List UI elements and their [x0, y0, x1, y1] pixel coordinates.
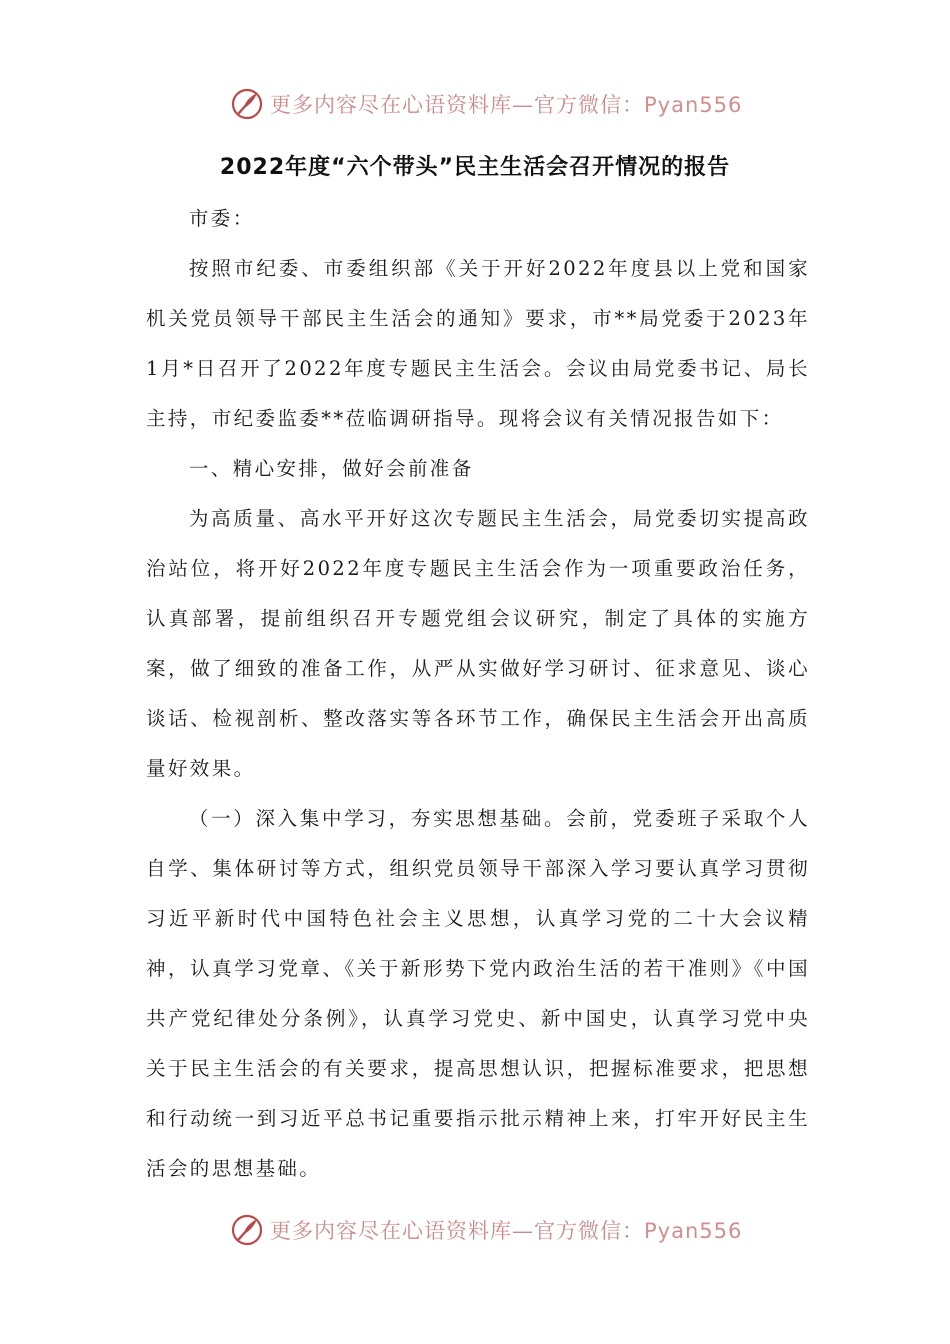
section-heading: 一、精心安排，做好会前准备 — [188, 457, 474, 480]
watermark-header — [230, 86, 742, 122]
watermark-wechat-id: Pyan556 — [644, 1219, 743, 1243]
document-title: 2022年度“六个带头”民主生活会召开情况的报告 — [219, 155, 731, 180]
quill-logo-icon — [230, 87, 264, 121]
watermark-footer — [230, 1212, 742, 1248]
watermark-text: 更多内容尽在心语资料库—官方微信：Pyan556 — [270, 93, 743, 117]
watermark-wechat-id: Pyan556 — [644, 93, 743, 117]
paragraph-study: （一）深入集中学习，夯实思想基础。会前，党委班子采取个人自学、集体研讨等方式，组织党员领导干部深入学习要认真学习贯彻习近平新时代中国特色社会主义思想，认真学习党的二十大会议精神，认真学习党章、《关于新形势下党内政治生活的若干准则》《中国共产党纪律处分条例》，认真学习党史、新中国史，认真学习党中央关于民主生活会的有关要求，提高思想认识，把握标准要求，把思想和行动统一到习近平总书记重要指示批示精神上来，打牢开好民主生活会的思想基础。 — [146, 807, 810, 1180]
paragraph-preparation: 为高质量、高水平开好这次专题民主生活会，局党委切实提高政治站位，将开好2022年度专题民主生活会作为一项重要政治任务，认真部署，提前组织召开专题党组会议研究，制定了具体的实施方案，做了细致的准备工作，从严从实做好学习研讨、征求意见、谈心谈话、检视剖析、整改落实等各环节工作，确保民主生活会开出高质量好效果。 — [146, 507, 810, 780]
document-body — [146, 194, 810, 1194]
salutation: 市委： — [188, 207, 255, 230]
paragraph-intro: 按照市纪委、市委组织部《关于开好2022年度县以上党和国家机关党员领导干部民主生活会的通知》要求，市**局党委于2023年1月*日召开了2022年度专题民主生活会。会议由局党委书记、局长主持，市纪委监委**莅临调研指导。现将会议有关情况报告如下： — [146, 257, 810, 430]
watermark-text: 更多内容尽在心语资料库—官方微信：Pyan556 — [270, 1219, 743, 1243]
quill-logo-icon — [230, 1213, 264, 1247]
